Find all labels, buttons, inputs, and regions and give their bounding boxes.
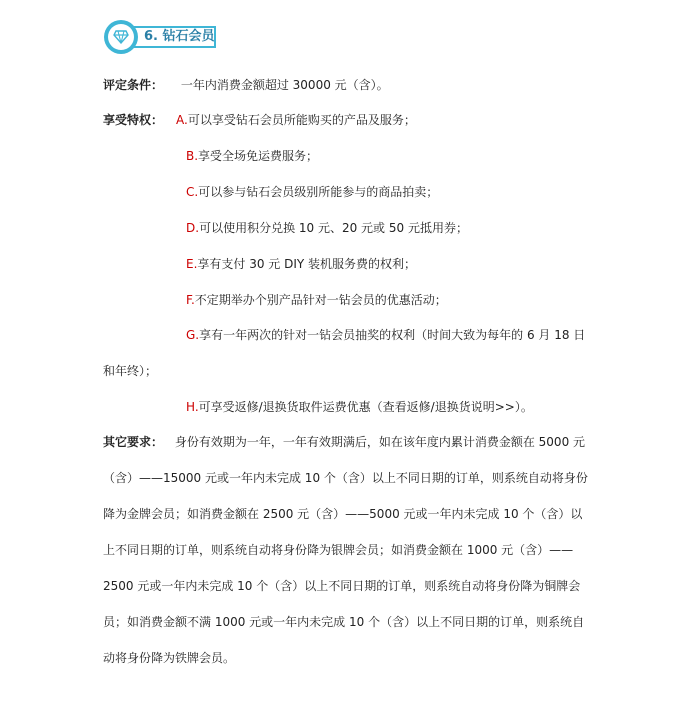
criteria-label: 评定条件： <box>103 78 164 92</box>
other-text-line: 员；如消费金额不满 1000 元或一年内未完成 10 个（含）以上不同日期的订单，则系统自 <box>103 615 585 629</box>
privilege-letter: F. <box>186 293 195 307</box>
privileges-label-row <box>103 112 163 128</box>
privilege-text: 享受全场免运费服务； <box>198 149 319 163</box>
privilege-letter: H. <box>186 400 199 414</box>
privilege-item-h <box>186 399 533 415</box>
criteria-text: 一年内消费金额超过 30000 元（含）。 <box>180 78 389 92</box>
privilege-text: 享有支付 30 元 DIY 装机服务费的权利； <box>197 257 417 271</box>
privilege-text: 和年终）； <box>103 364 158 378</box>
other-row-0 <box>103 434 585 450</box>
privilege-letter: A. <box>176 113 188 127</box>
section-title: 6. 钻石会员 <box>144 29 215 44</box>
privilege-text: 可以参与钻石会员级别所能参与的商品拍卖； <box>198 185 439 199</box>
other-text-line: 降为金牌会员；如消费金额在 2500 元（含）——5000 元或一年内未完成 10 个（含）以 <box>103 507 583 521</box>
privilege-item-c <box>186 184 438 200</box>
privilege-text: 不定期举办个别产品针对一钻会员的优惠活动； <box>194 293 447 307</box>
other-text-line: 身份有效期为一年，一年有效期满后，如在该年度内累计消费金额在 5000 元 <box>174 435 586 449</box>
criteria-row <box>103 77 389 93</box>
privilege-letter: E. <box>186 257 198 271</box>
privilege-item-d <box>186 220 468 236</box>
diamond-badge <box>104 20 138 54</box>
other-label: 其它要求： <box>103 435 164 449</box>
privilege-letter: C. <box>186 185 199 199</box>
privilege-item-a <box>176 112 416 128</box>
section-header <box>104 20 218 54</box>
other-text-line: 动将身份降为铁牌会员。 <box>103 651 236 665</box>
privilege-item-g <box>186 327 585 343</box>
other-text-line: 上不同日期的订单，则系统自动将身份降为银牌会员；如消费金额在 1000 元（含）—— <box>103 543 574 557</box>
other-text-line: （含）——15000 元或一年内未完成 10 个（含）以上不同日期的订单，则系统自动将身份 <box>103 471 588 485</box>
diamond-icon <box>113 30 129 44</box>
privilege-item-g-continuation <box>103 363 157 379</box>
privilege-text: 可享受返修/退换货取件运费优惠（查看返修/退换货说明>>）。 <box>198 400 533 414</box>
privilege-letter: B. <box>186 149 199 163</box>
privilege-item-e <box>186 256 416 272</box>
privilege-item-f <box>186 292 447 308</box>
privileges-label: 享受特权： <box>103 113 164 127</box>
privilege-text: 可以享受钻石会员所能购买的产品及服务； <box>187 113 416 127</box>
privilege-letter: G. <box>186 328 200 342</box>
privilege-text: 可以使用积分兑换 10 元、20 元或 50 元抵用券； <box>199 221 468 235</box>
other-text-line: 2500 元或一年内未完成 10 个（含）以上不同日期的订单，则系统自动将身份降为铜牌会 <box>103 579 581 593</box>
privilege-text: 享有一年两次的针对一钻会员抽奖的权利（时间大致为每年的 6 月 18 日 <box>199 328 586 342</box>
privilege-item-b <box>186 148 318 164</box>
privilege-letter: D. <box>186 221 200 235</box>
diamond-badge-inner <box>108 24 134 50</box>
